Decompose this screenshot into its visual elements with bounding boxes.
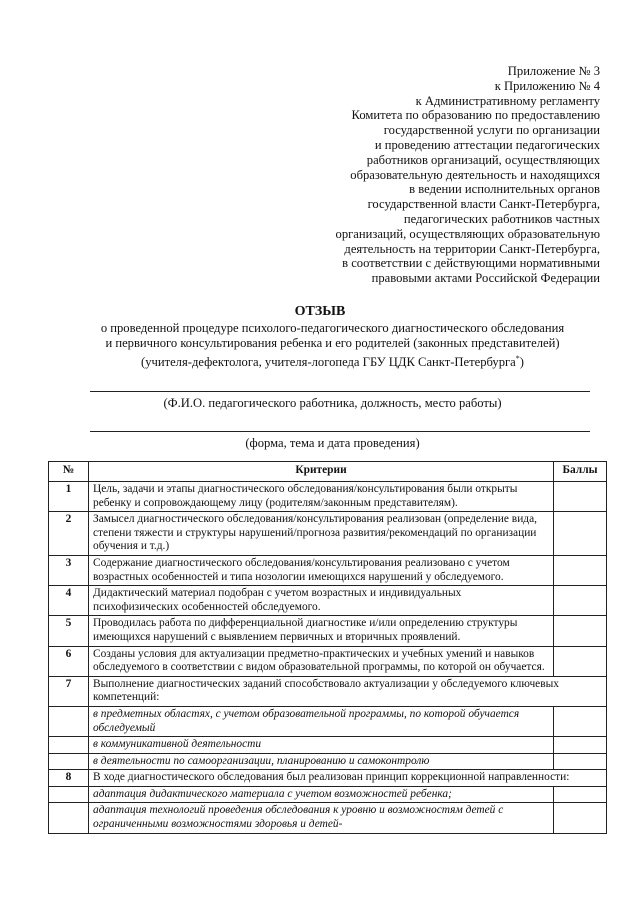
teacher-fill-line[interactable]	[90, 391, 590, 392]
teacher-caption: (Ф.И.О. педагогического работника, должность, место работы)	[163, 396, 502, 410]
table-subrow	[49, 753, 607, 770]
score-cell[interactable]	[554, 753, 607, 770]
row-num: 3	[49, 555, 89, 585]
document-title: ОТЗЫВ	[294, 304, 346, 319]
table-subrow	[49, 786, 607, 803]
header-line: Приложение № 3	[507, 64, 600, 78]
score-cell[interactable]	[554, 737, 607, 754]
row-num: 4	[49, 586, 89, 616]
subrow-criterion: в деятельности по самоорганизации, планированию и самоконтролю	[89, 753, 554, 770]
header-line: работников организаций, осуществляющих	[366, 152, 600, 167]
header-line: государственной услуги по организации	[383, 123, 600, 138]
header-line: деятельность на территории Санкт-Петербурга,	[344, 241, 600, 256]
row-criterion: Замысел диагностического обследования/консультирования реализован (определение вида, степени тяжести и структуры нарушений/прогноза развития/рекомендаций по организации обучения и т.д.)	[89, 512, 554, 556]
row-criterion: Проводилась работа по дифференциальной диагностике и/или определению структуры имеющихся нарушений с выявлением первичных и вторичных проявлений.	[89, 616, 554, 646]
header-num: №	[49, 462, 89, 482]
table-subrow	[49, 803, 607, 833]
subtitle-line: и первичного консультирования ребенка и его родителей (законных представителей)	[105, 336, 560, 350]
row-criterion: Созданы условия для актуализации предметно-практических и учебных умений и навыков обследуемого в соответствии с видом образовательной программы, по которой он обучается.	[89, 646, 554, 676]
table-row	[49, 512, 607, 556]
header-line: к Административному регламенту	[415, 93, 600, 108]
header-line: государственной власти Санкт-Петербурга,	[367, 197, 600, 212]
table-subrow	[49, 706, 607, 736]
row-num: 1	[49, 482, 89, 512]
header-line: правовыми актами Российской Федерации	[371, 271, 600, 286]
subrow-num-cell	[49, 706, 89, 736]
subtitle-line3-end: )	[519, 355, 524, 370]
row-criterion: В ходе диагностического обследования был реализован принцип коррекционной направленности:	[89, 770, 607, 787]
table-row	[49, 770, 607, 787]
table-subrow	[49, 737, 607, 754]
subrow-num-cell	[49, 753, 89, 770]
header-line: образовательную деятельность и находящихся	[350, 167, 600, 182]
row-criterion: Дидактический материал подобран с учетом возрастных и индивидуальных психофизических особенностей обследуемого.	[89, 586, 554, 616]
header-line: педагогических работников частных	[403, 211, 600, 226]
score-cell[interactable]	[554, 555, 607, 585]
row-criterion: Цель, задачи и этапы диагностического обследования/консультирования были открыты ребенку и сопровождающему лицу (родителям/законным представителям).	[89, 482, 554, 512]
subrow-num-cell	[49, 803, 89, 833]
score-cell[interactable]	[554, 616, 607, 646]
table-row	[49, 586, 607, 616]
row-num: 7	[49, 676, 89, 706]
header-line: Комитета по образованию по предоставлению	[351, 108, 600, 123]
footnote-mark: *	[515, 354, 520, 363]
subrow-criterion: адаптация дидактического материала с учетом возможностей ребенка;	[89, 786, 554, 803]
row-criterion: Выполнение диагностических заданий способствовало актуализации у обследуемого ключевых компетенций:	[89, 676, 607, 706]
subrow-criterion: в предметных областях, с учетом образовательной программы, по которой обучается обследуемый	[89, 706, 554, 736]
subrow-num-cell	[49, 737, 89, 754]
row-num: 6	[49, 646, 89, 676]
table-row	[49, 555, 607, 585]
row-num: 5	[49, 616, 89, 646]
row-num: 2	[49, 512, 89, 556]
header-line: в соответствии с действующими нормативными	[342, 256, 600, 271]
subrow-criterion: в коммуникативной деятельности	[89, 737, 554, 754]
score-cell[interactable]	[554, 786, 607, 803]
session-fill-line[interactable]	[90, 431, 590, 432]
score-cell[interactable]	[554, 512, 607, 556]
row-criterion: Содержание диагностического обследования/консультирования реализовано с учетом возрастных особенностей и типа нозологии имеющихся нарушений у обследуемого.	[89, 555, 554, 585]
header-line: и проведению аттестации педагогических	[374, 137, 600, 152]
session-caption: (форма, тема и дата проведения)	[245, 436, 420, 450]
score-cell[interactable]	[554, 586, 607, 616]
row-num: 8	[49, 770, 89, 787]
subrow-num-cell	[49, 786, 89, 803]
table-header-row	[49, 462, 607, 482]
table-row	[49, 676, 607, 706]
header-line: в ведении исполнительных органов	[409, 182, 600, 197]
score-cell[interactable]	[554, 646, 607, 676]
header-criteria: Критерии	[89, 462, 554, 482]
header-line: организаций, осуществляющих образовательную	[335, 226, 600, 241]
table-row	[49, 482, 607, 512]
table-row	[49, 646, 607, 676]
subtitle-line: о проведенной процедуре психолого-педагогического диагностического обследования	[100, 321, 565, 335]
subrow-criterion: адаптация технологий проведения обследования к уровню и возможностям детей с ограниченными возможностями здоровья и детей-	[89, 803, 554, 833]
header-score: Баллы	[554, 462, 607, 482]
header-line: к Приложению № 4	[494, 78, 600, 93]
approval-header	[270, 64, 600, 286]
score-cell[interactable]	[554, 706, 607, 736]
subtitle-line3: (учителя-дефектолога, учителя-логопеда ГБУ ЦДК Санкт-Петербурга	[141, 355, 516, 370]
score-cell[interactable]	[554, 482, 607, 512]
criteria-table	[48, 461, 607, 834]
table-row	[49, 616, 607, 646]
subtitle-line	[60, 351, 605, 370]
document-subtitle	[60, 321, 605, 370]
score-cell[interactable]	[554, 803, 607, 833]
